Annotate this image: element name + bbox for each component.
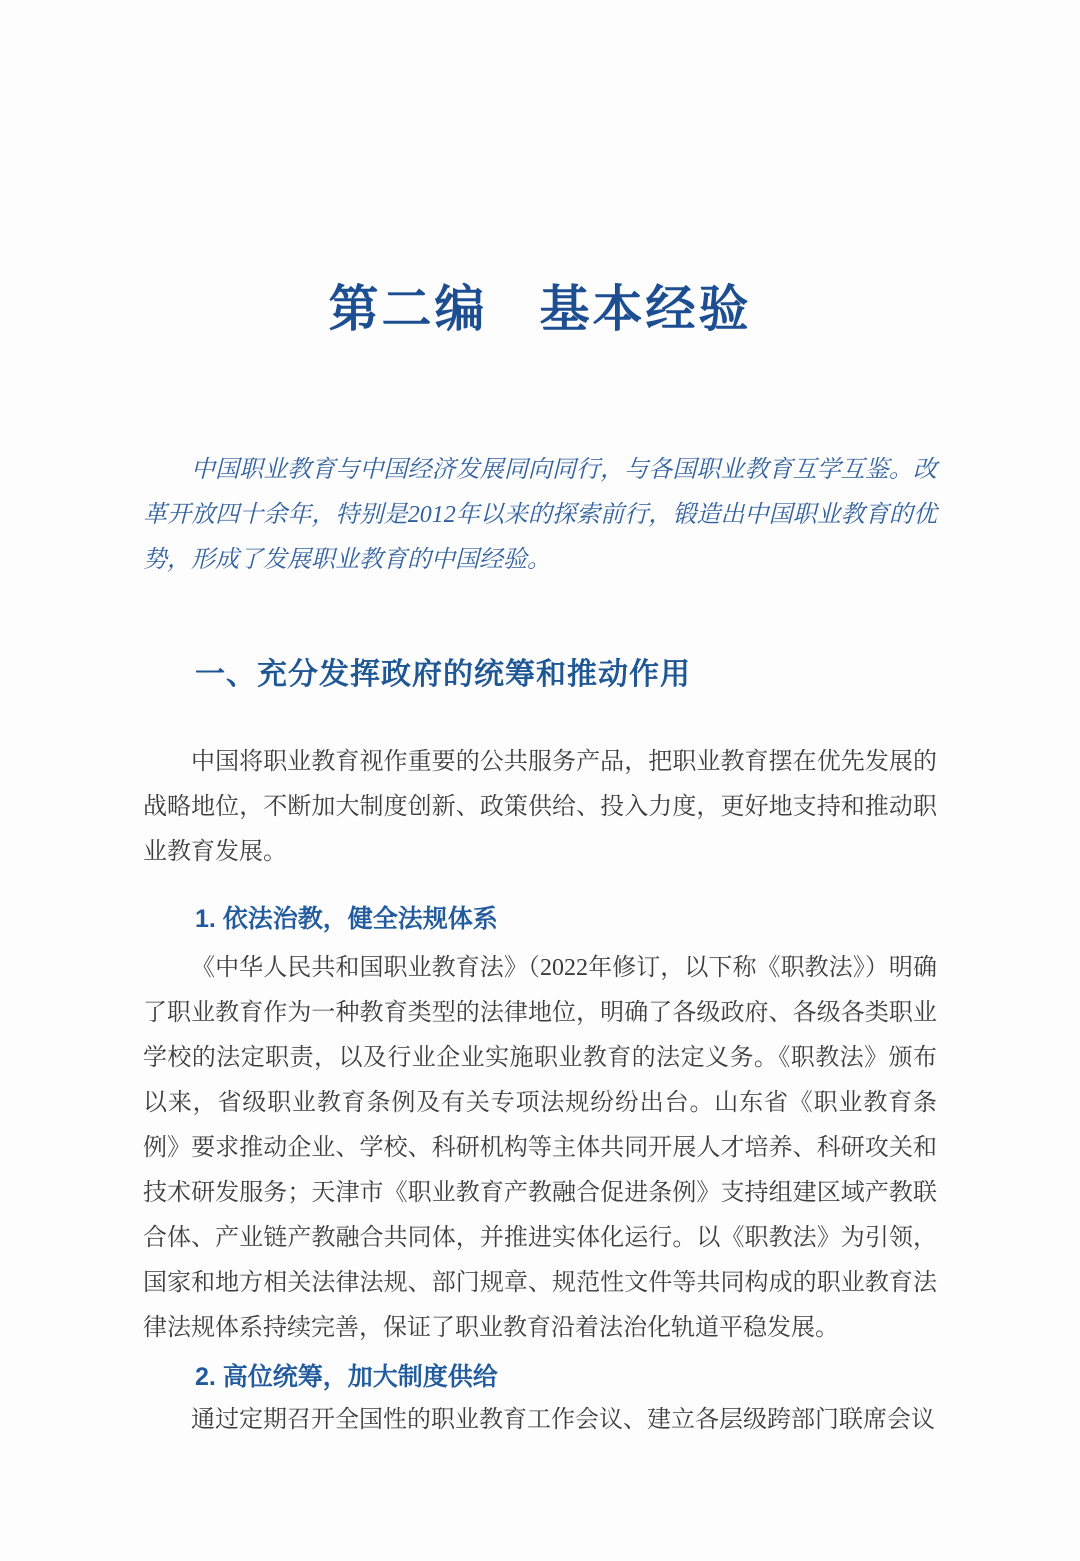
subsection-1-paragraph: 《中华人民共和国职业教育法》（2022年修订，以下称《职教法》）明确了职业教育作为一种教育类型的法律地位，明确了各级政府、各级各类职业学校的法定职责，以及行业企业实施职业教育的法定义务。《职教法》颁布以来，省级职业教育条例及有关专项法规纷纷出台。山东省《职业教育条例》要求推动企业、学校、科研机构等主体共同开展人才培养、科研攻关和技术研发服务；天津市《职业教育产教融合促进条例》支持组建区域产教联合体、产业链产教融合共同体，并推进实体化运行。以《职教法》为引领，国家和地方相关法律法规、部门规章、规范性文件等共同构成的职业教育法律法规体系持续完善，保证了职业教育沿着法治化轨道平稳发展。 xyxy=(143,955,937,1341)
page-title xyxy=(143,278,937,340)
subsection-1-heading: 1. 依法治教，健全法规体系 xyxy=(195,905,498,933)
subsection-2-heading: 2. 高位统筹，加大制度供给 xyxy=(195,1363,498,1391)
page-title-part-name: 基本经验 xyxy=(539,281,752,337)
intro-paragraph: 中国职业教育与中国经济发展同向同行，与各国职业教育互学互鉴。改革开放四十余年，特别是2012年以来的探索前行，锻造出中国职业教育的优势，形成了发展职业教育的中国经验。 xyxy=(143,457,937,573)
page-title-part-number: 第二编 xyxy=(328,281,488,337)
section-heading: 一、充分发挥政府的统筹和推动作用 xyxy=(195,658,691,691)
subsection-2-paragraph: 通过定期召开全国性的职业教育工作会议、建立各层级跨部门联席会议 xyxy=(191,1407,935,1433)
section-lead-paragraph: 中国将职业教育视作重要的公共服务产品，把职业教育摆在优先发展的战略地位，不断加大制度创新、政策供给、投入力度，更好地支持和推动职业教育发展。 xyxy=(143,749,937,865)
